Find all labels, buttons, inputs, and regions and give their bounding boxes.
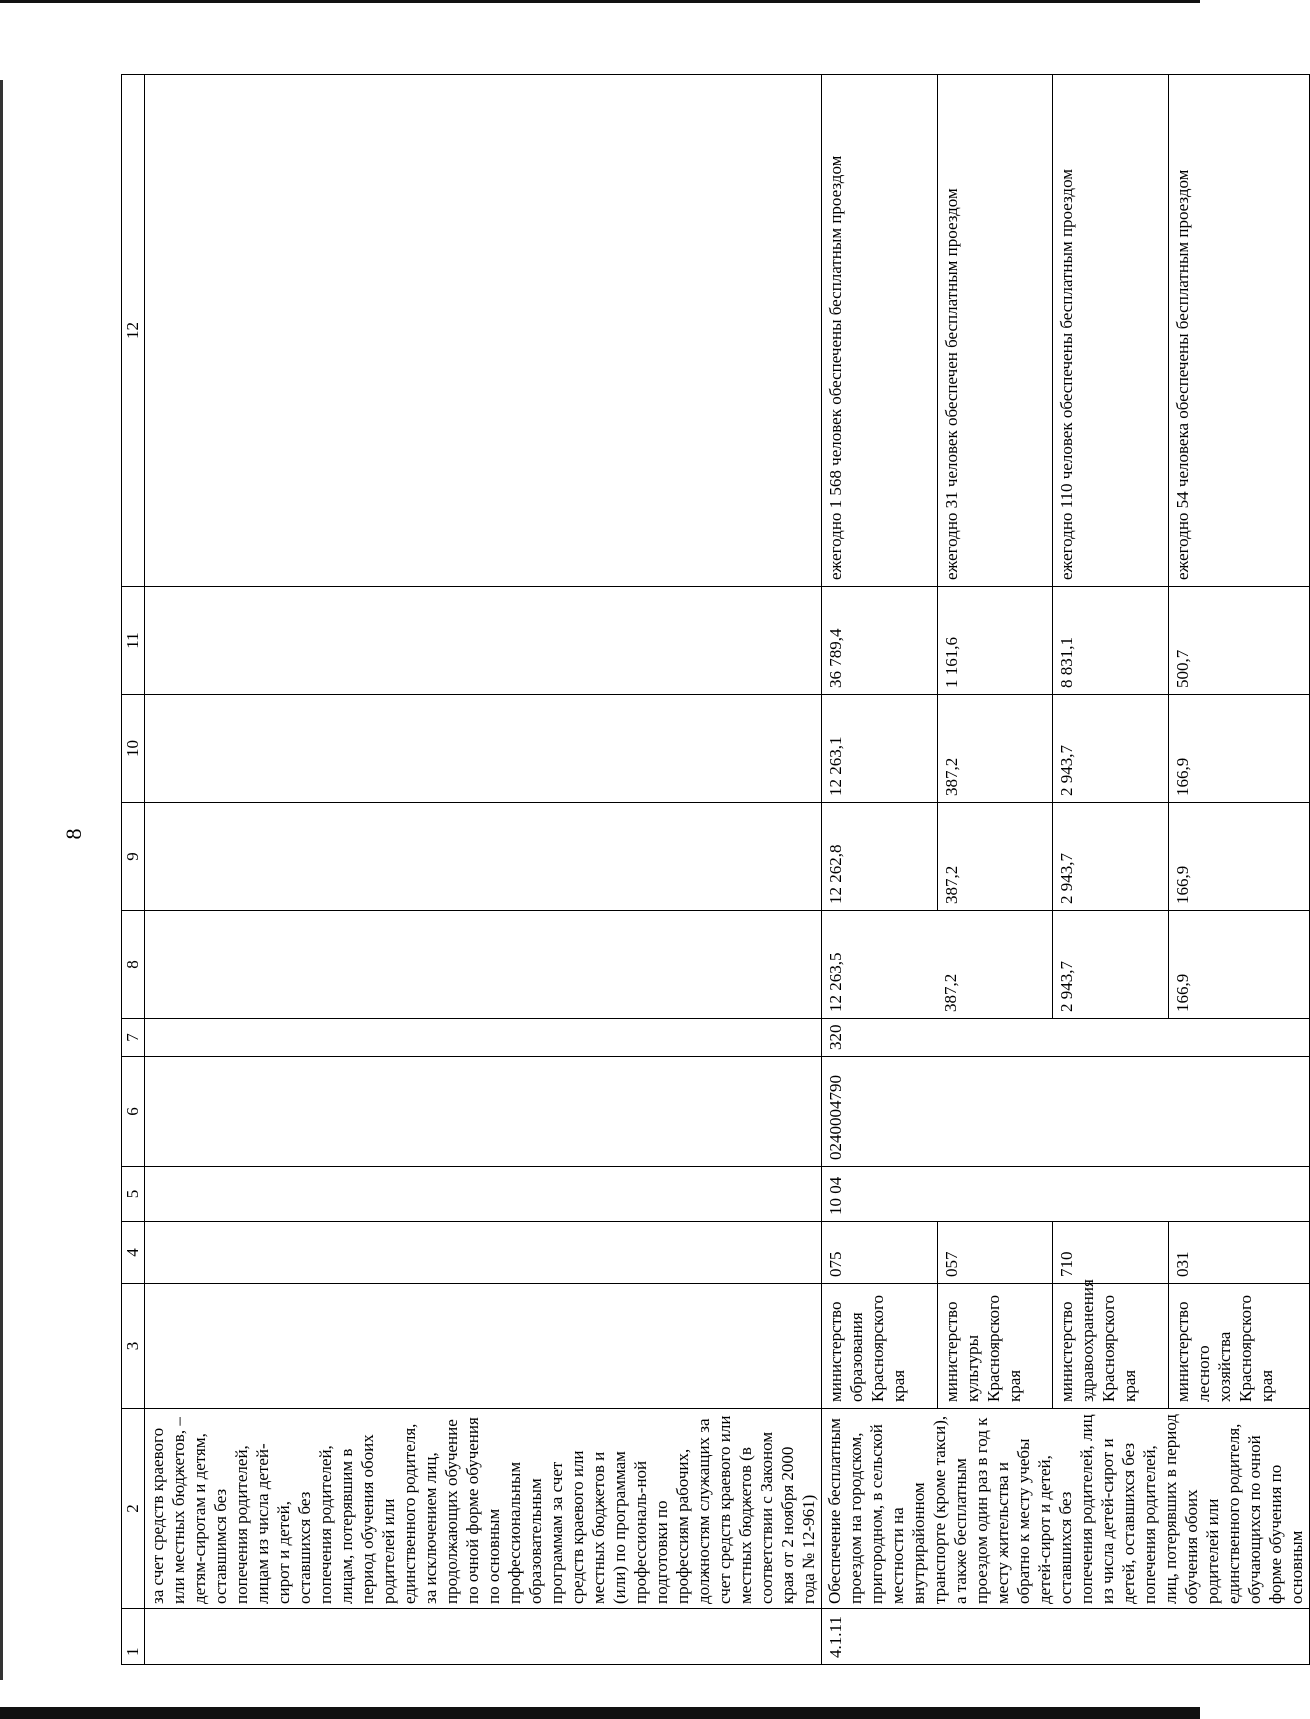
- amount-year-1: 387,2: [937, 911, 1053, 1019]
- amount-year-2: 12 262,8: [822, 803, 938, 911]
- cell-col-9: [145, 803, 822, 911]
- program-table: [121, 74, 1310, 1665]
- cell-col-3: [145, 1284, 822, 1409]
- header-col-3: 3: [122, 1284, 145, 1409]
- cell-col-8: [145, 911, 822, 1019]
- cell-col-10: [145, 695, 822, 803]
- header-col-6: 6: [122, 1057, 145, 1167]
- grbs-code: 075: [822, 1222, 938, 1284]
- header-col-12: 12: [122, 75, 145, 587]
- cell-col-6: [145, 1057, 822, 1167]
- scan-border-left: [0, 80, 3, 1680]
- header-col-4: 4: [122, 1222, 145, 1284]
- header-col-9: 9: [122, 803, 145, 911]
- section-code: 10 04: [822, 1167, 1310, 1222]
- cell-col-4: [145, 1222, 822, 1284]
- executor-cell: министерство лесного хозяйства Красноярского края: [1169, 1284, 1310, 1409]
- header-col-5: 5: [122, 1167, 145, 1222]
- measure-description: за счет средств краевого или местных бюджетов, – детям-сиротам и детям, оставшимся без попечения родителей, лицам из числа детей-сирот и детей, оставшихся без попечения родителей, лицам, потерявшим в период обучения обоих родителей или единственного родителя, за исключением лиц, продолжающих обучение по очной форме обучения по основным профессиональным образовательным программам за счет средств краевого или местных бюджетов и (или) по программам профессиональ-ной подготовки по профессиям рабочих, должностям служащих за счет средств краевого или местных бюджетов (в соответствии с Законом края от 2 ноября 2000 года № 12-961): [145, 1409, 822, 1609]
- target-article-code: 0240004790: [822, 1057, 1310, 1167]
- header-col-10: 10: [122, 695, 145, 803]
- grbs-code: 710: [1053, 1222, 1169, 1284]
- scan-border-top: [0, 0, 1200, 3]
- amount-total: 8 831,1: [1053, 587, 1169, 695]
- header-col-8: 8: [122, 911, 145, 1019]
- amount-total: 36 789,4: [822, 587, 938, 695]
- amount-year-3: 12 263,1: [822, 695, 938, 803]
- header-col-7: 7: [122, 1019, 145, 1057]
- amount-year-2: 387,2: [937, 803, 1053, 911]
- table-row: [822, 75, 938, 1665]
- table-row: [145, 75, 822, 1665]
- amount-year-3: 166,9: [1169, 695, 1310, 803]
- row-number: 4.1.11: [822, 1609, 1310, 1665]
- expense-type-code: 320: [822, 1019, 1310, 1057]
- cell-col-11: [145, 587, 822, 695]
- expected-result: ежегодно 110 человек обеспечены бесплатным проездом: [1053, 75, 1169, 587]
- executor-cell: министерство культуры Красноярского края: [937, 1284, 1053, 1409]
- executor-cell: министерство образования Красноярского края: [822, 1284, 938, 1409]
- amount-total: 1 161,6: [937, 587, 1053, 695]
- expected-result: ежегодно 31 человек обеспечен бесплатным проездом: [937, 75, 1053, 587]
- measure-description: Обеспечение бесплатным проездом на городском, пригородном, в сельской местности на внутрирайонном транспорте (кроме такси), а также бесплатным проездом один раз в год к месту жительства и обратно к месту учебы детей-сирот и детей, оставшихся без попечения родителей, лиц из числа детей-сирот и детей, оставшихся без попечения родителей, лиц, потерявших в период обучения обоих родителей или единственного родителя, обучающихся по очной форме обучения по основным: [822, 1409, 1310, 1609]
- amount-total: 500,7: [1169, 587, 1310, 695]
- header-row: [122, 75, 145, 1665]
- expected-result: ежегодно 54 человека обеспечены бесплатным проездом: [1169, 75, 1310, 587]
- header-col-1: 1: [122, 1609, 145, 1665]
- amount-year-2: 2 943,7: [1053, 803, 1169, 911]
- rotated-table-page: [121, 75, 1306, 1665]
- amount-year-3: 387,2: [937, 695, 1053, 803]
- cell-col-12: [145, 75, 822, 587]
- grbs-code: 031: [1169, 1222, 1310, 1284]
- header-col-11: 11: [122, 587, 145, 695]
- amount-year-1: 2 943,7: [1053, 911, 1169, 1019]
- cell-col-5: [145, 1167, 822, 1222]
- cell-col-7: [145, 1019, 822, 1057]
- scan-border-bottom: [0, 1707, 1200, 1719]
- amount-year-3: 2 943,7: [1053, 695, 1169, 803]
- amount-year-2: 166,9: [1169, 803, 1310, 911]
- page-number: 8: [61, 828, 86, 840]
- header-col-2: 2: [122, 1409, 145, 1609]
- executor-cell: министерство здравоохранения Красноярского края: [1053, 1284, 1169, 1409]
- grbs-code: 057: [937, 1222, 1053, 1284]
- amount-year-1: 166,9: [1169, 911, 1310, 1019]
- amount-year-1: 12 263,5: [822, 911, 938, 1019]
- row-number: [145, 1609, 822, 1665]
- expected-result: ежегодно 1 568 человек обеспечены бесплатным проездом: [822, 75, 938, 587]
